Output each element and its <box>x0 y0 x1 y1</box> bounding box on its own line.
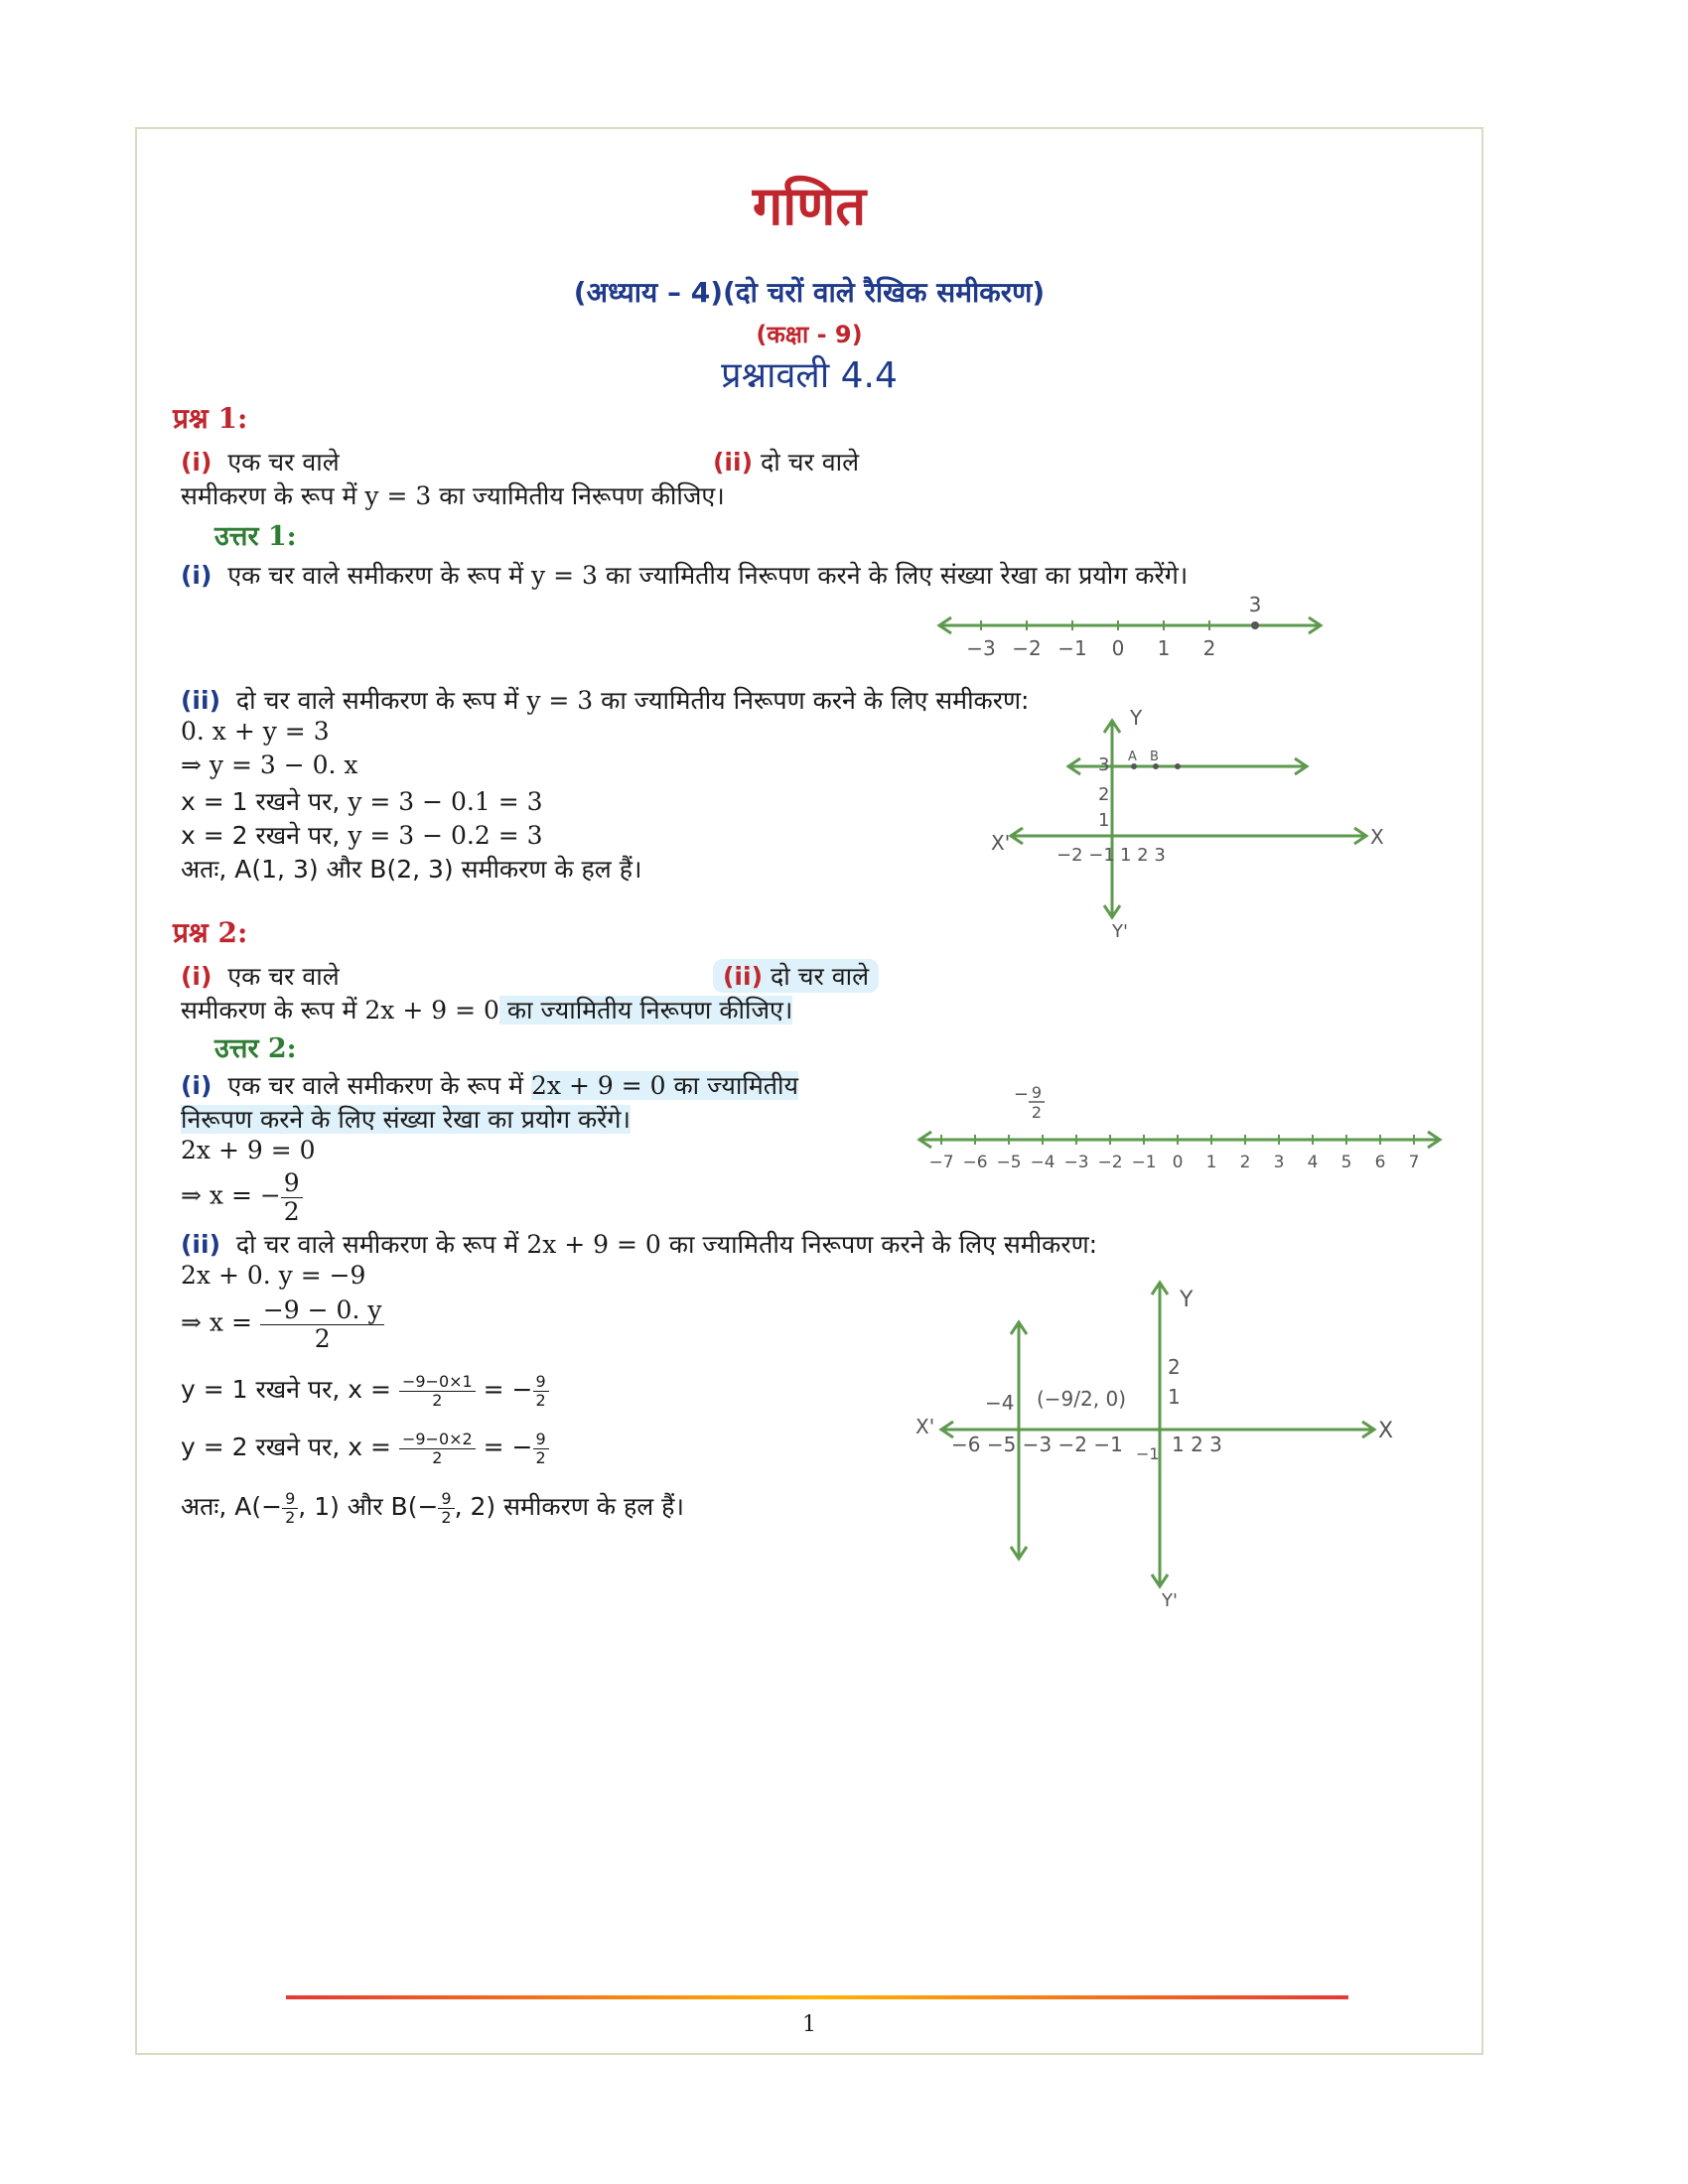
graph-1-tick-1: 1 <box>1098 810 1110 831</box>
number-line-2 <box>912 1080 1448 1179</box>
q1-answer-part-1: (i) एक चर वाले समीकरण के रूप में y = 3 का ज्यामितीय निरूपण करने के लिए संख्या रेखा का प्रयोग करेंगे। <box>181 561 1189 590</box>
q1-conclusion: अतः, A(1, 3) और B(2, 3) समीकरण के हल हैं। <box>181 855 642 884</box>
q1-statement: समीकरण के रूप में y = 3 का ज्यामितीय निरूपण कीजिए। <box>181 481 725 510</box>
q1-answer-part-2: (ii) दो चर वाले समीकरण के रूप में y = 3 का ज्यामितीय निरूपण करने के लिए समीकरण: <box>181 686 1030 715</box>
number-line-1-point <box>1251 621 1259 629</box>
footer-divider <box>286 1995 1348 1999</box>
q1-step-2: ⇒ y = 3 − 0. x <box>181 751 358 779</box>
q1-option-1: (i) एक चर वाले <box>181 448 340 477</box>
question-1-heading: प्रश्न 1: <box>173 402 248 435</box>
q2-option-1: (i) एक चर वाले <box>181 962 340 991</box>
graph-2-x2-label: X' <box>915 1415 935 1438</box>
graph-2-x-label: X <box>1378 1419 1394 1443</box>
graph-1-neg-ticks: −2 −1 <box>1056 845 1115 866</box>
q2-option-2: (ii) दो चर वाले <box>713 959 879 993</box>
number-line-2-mark-sign: − <box>1013 1084 1029 1105</box>
q2-step-2: ⇒ x = − $\frac{9}{2}$ <box>181 1169 303 1225</box>
q2-statement: समीकरण के रूप में 2x + 9 = 0 का ज्यामितीय निरूपण कीजिए। <box>181 996 793 1024</box>
page-title: गणित <box>752 175 867 237</box>
nl2-tick-label: −3 <box>1063 1153 1089 1172</box>
q1-step-3: x = 1 रखने पर, y = 3 − 0.1 = 3 <box>181 787 543 816</box>
nl2-tick-label: −6 <box>962 1153 988 1172</box>
nl1-tick-label: 1 <box>1157 636 1171 660</box>
graph-1-y-label: Y <box>1130 706 1143 730</box>
graph-1-point-b: B <box>1150 750 1159 764</box>
nl2-tick-label: 2 <box>1239 1153 1251 1172</box>
q2-step-3: 2x + 0. y = −9 <box>181 1261 366 1290</box>
q1-option-2: (ii) दो चर वाले <box>713 448 860 477</box>
nl1-tick-label: 2 <box>1202 636 1216 660</box>
page-number: 1 <box>802 2012 816 2037</box>
nl2-tick-label: −4 <box>1030 1153 1055 1172</box>
graph-2-tick-1: 1 <box>1168 1385 1181 1409</box>
question-2-heading: प्रश्न 2: <box>173 916 248 949</box>
graph-2-neg-ticks: −6 −5 −3 −2 −1 <box>951 1433 1123 1456</box>
graph-2-tick-neg4: −4 <box>985 1391 1015 1415</box>
number-line-2-mark-den: 2 <box>1031 1103 1043 1122</box>
q2-step-1: 2x + 9 = 0 <box>181 1136 316 1164</box>
q1-step-4: x = 2 रखने पर, y = 3 − 0.2 = 3 <box>181 821 543 850</box>
graph-1-point-a: A <box>1128 750 1137 764</box>
nl2-tick-label: 6 <box>1374 1153 1386 1172</box>
answer-2-heading: उत्तर 2: <box>214 1033 297 1064</box>
number-line-1 <box>931 594 1329 663</box>
q2-answer-part-1-line-1: (i) एक चर वाले समीकरण के रूप में 2x + 9 = 0 का ज्यामितीय <box>181 1071 799 1100</box>
graph-1-x2-label: X' <box>991 831 1011 855</box>
q2-answer-part-2: (ii) दो चर वाले समीकरण के रूप में 2x + 9 = 0 का ज्यामितीय निरूपण करने के लिए समीकरण: <box>181 1230 1098 1259</box>
graph-2-tick-2: 2 <box>1168 1355 1181 1379</box>
chapter-heading: (अध्याय – 4)(दो चरों वाले रैखिक समीकरण) <box>573 276 1046 309</box>
nl2-tick-label: −5 <box>996 1153 1022 1172</box>
q2-step-6: y = 2 रखने पर, x = $\frac{-9-0\times 2}{2}$ = − $\frac{9}{2}$ <box>181 1430 549 1466</box>
exercise-heading: प्रश्नावली 4.4 <box>721 355 898 396</box>
graph-1 <box>961 705 1384 942</box>
nl1-tick-label: −2 <box>1012 636 1042 660</box>
answer-1-heading: उत्तर 1: <box>214 521 297 552</box>
nl2-tick-label: 7 <box>1408 1153 1420 1172</box>
graph-1-x-label: X <box>1370 825 1384 849</box>
nl2-tick-label: −2 <box>1097 1153 1123 1172</box>
nl2-tick-label: −1 <box>1131 1153 1157 1172</box>
graph-1-y2-label: Y' <box>1112 921 1128 942</box>
q2-step-5: y = 1 रखने पर, x = $\frac{-9-0\times 1}{2}$ = − $\frac{9}{2}$ <box>181 1372 549 1409</box>
graph-1-tick-3: 3 <box>1098 754 1110 775</box>
graph-1-pos-ticks: 1 2 3 <box>1120 845 1166 866</box>
graph-2-y2-label: Y' <box>1162 1590 1178 1611</box>
q2-answer-part-1-line-2: निरूपण करने के लिए संख्या रेखा का प्रयोग करेंगे। <box>181 1105 631 1134</box>
class-heading: (कक्षा - 9) <box>756 321 863 348</box>
nl1-tick-label: −3 <box>966 636 996 660</box>
number-line-1-point-label: 3 <box>1248 593 1262 616</box>
q1-step-1: 0. x + y = 3 <box>181 717 330 746</box>
nl1-tick-label: 0 <box>1111 636 1125 660</box>
nl2-tick-label: 4 <box>1307 1153 1319 1172</box>
graph-2 <box>902 1271 1398 1611</box>
graph-2-point-label: (−9/2, 0) <box>1037 1387 1126 1411</box>
q2-conclusion: अतः, A(− $\frac{9}{2}$ , 1) और B(− $\frac{9}{2}$ , 2) समीकरण के हल हैं। <box>181 1488 684 1527</box>
nl2-tick-label: 5 <box>1340 1153 1352 1172</box>
document-page <box>135 127 1483 2055</box>
graph-2-pos-ticks: 1 2 3 <box>1172 1433 1222 1456</box>
q2-step-4: ⇒ x = $\frac{-9 - 0. y}{2}$ <box>181 1297 384 1352</box>
graph-1-tick-2: 2 <box>1098 784 1110 805</box>
nl2-tick-label: 3 <box>1273 1153 1285 1172</box>
graph-2-y-label: Y <box>1180 1288 1194 1312</box>
nl2-tick-label: −7 <box>928 1153 954 1172</box>
nl2-tick-label: 1 <box>1205 1153 1217 1172</box>
nl2-tick-label: 0 <box>1172 1153 1184 1172</box>
nl1-tick-label: −1 <box>1057 636 1087 660</box>
graph-2-tick-neg1: −1 <box>1136 1444 1160 1463</box>
number-line-2-mark-num: 9 <box>1031 1083 1043 1102</box>
